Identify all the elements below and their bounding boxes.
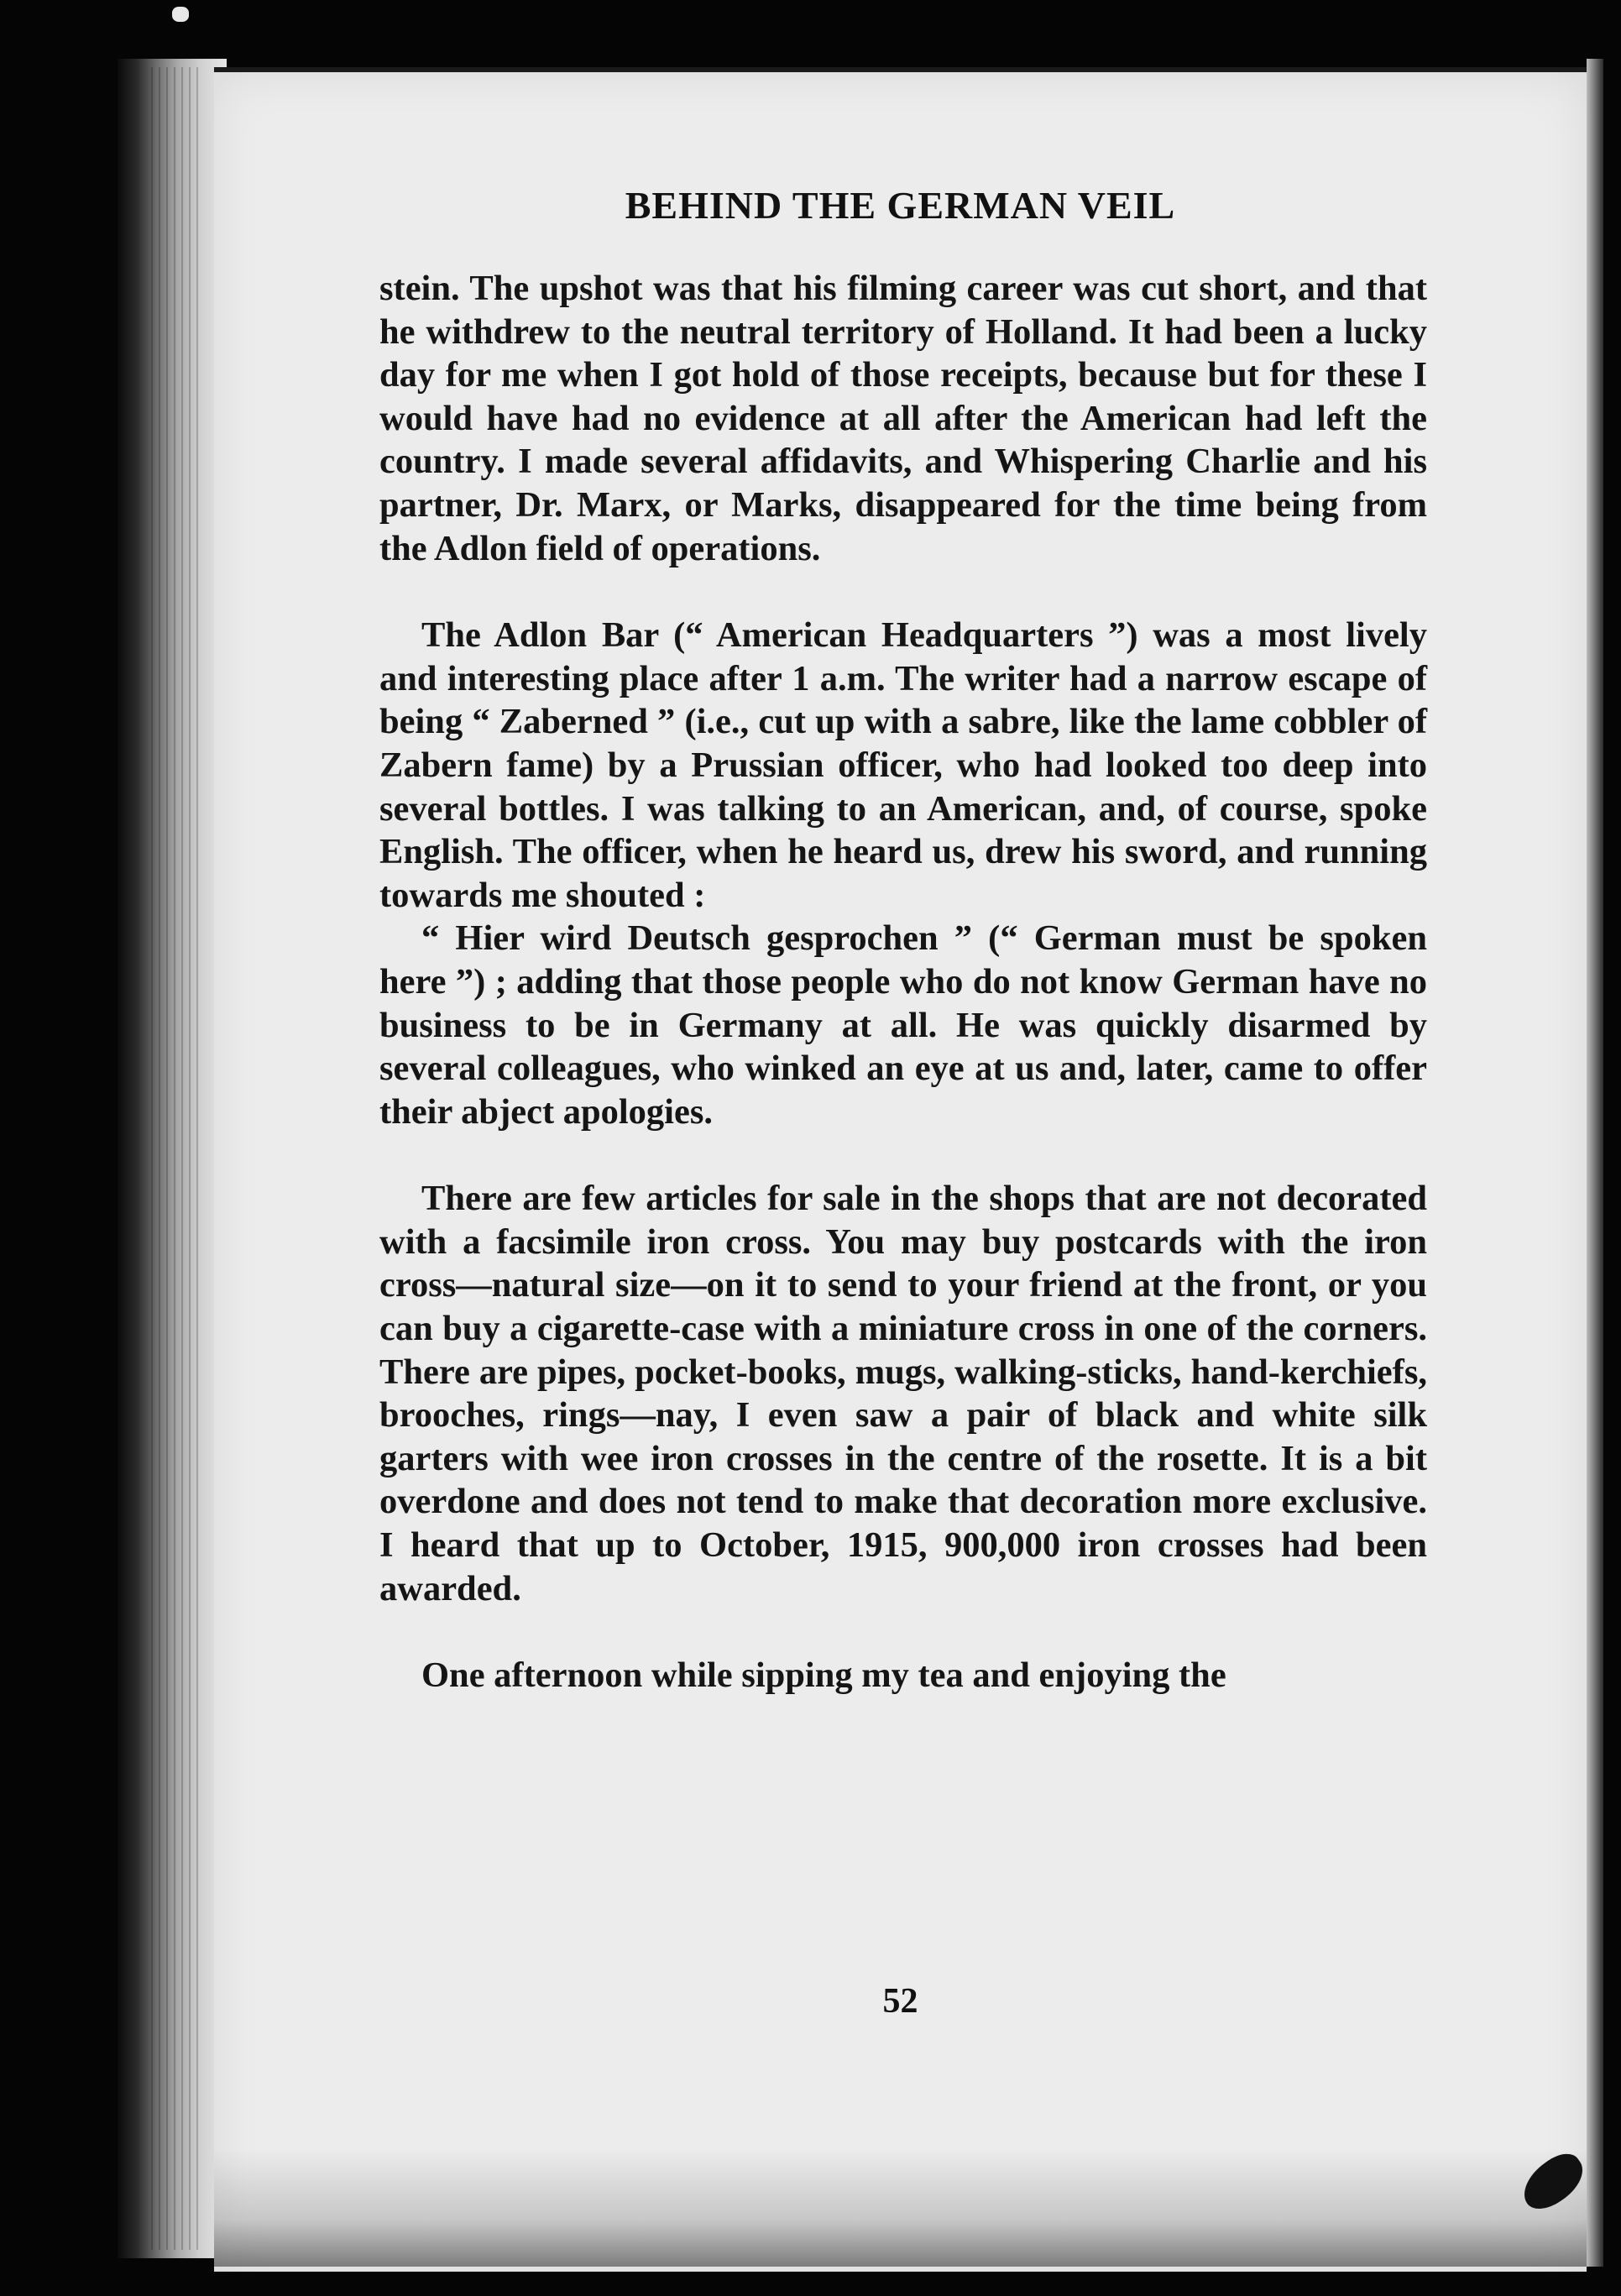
page-stain	[214, 2149, 1587, 2267]
running-head: BEHIND THE GERMAN VEIL	[625, 184, 1176, 227]
paragraph-1: stein. The upshot was that his filming career was cut short, and that he withdrew to the neutral territory of Holland. It had been a lucky day for me when I got hold of those receipts, because but for these I would have had no evidence at all after the American had left the country. I made several affidavits, and Whispering Charlie and his partner, Dr. Marx, or Marks, disappeared for the time being from the Adlon field of operations.	[379, 269, 1427, 568]
page-edge	[1587, 59, 1603, 2267]
book-spine-texture	[151, 67, 201, 2250]
page-number: 52	[882, 1982, 918, 2021]
body-text	[379, 267, 1427, 1697]
paragraph-5: One afternoon while sipping my tea and enjoying the	[421, 1655, 1226, 1696]
paragraph-4: There are few articles for sale in the shops that are not decorated with a facsimile iron cross. You may buy postcards with the iron cross—natural size—on it to send to your friend at the front, or you can buy a cigarette-case with a miniature cross in one of the corners. There are pipes, pocket-books, mugs, walking-sticks, hand-kerchiefs, brooches, rings—nay, I even saw a pair of black and white silk garters with wee iron crosses in the centre of the rosette. It is a bit overdone and does not tend to make that decoration more exclusive. I heard that up to October, 1915, 900,000 iron crosses had been awarded.	[379, 1179, 1427, 1608]
paragraph-2: The Adlon Bar (“ American Headquarters ”) was a most lively and interesting place after 1 a.m. The writer had a narrow escape of being “ Zaberned ” (i.e., cut up with a sabre, like the lame cobbler of Zabern fame) by a Prussian officer, who had looked too deep into several bottles. I was talking to an American, and, of course, spoke English. The officer, when he heard us, drew his sword, and running towards me shouted :	[379, 615, 1427, 915]
paragraph-3: “ Hier wird Deutsch gesprochen ” (“ German must be spoken here ”) ; adding that those people who do not know German have no business to be in Germany at all. He was quickly disarmed by several colleagues, who winked an eye at us and, later, came to offer their abject apologies.	[379, 918, 1427, 1132]
scan-speck	[172, 7, 189, 22]
